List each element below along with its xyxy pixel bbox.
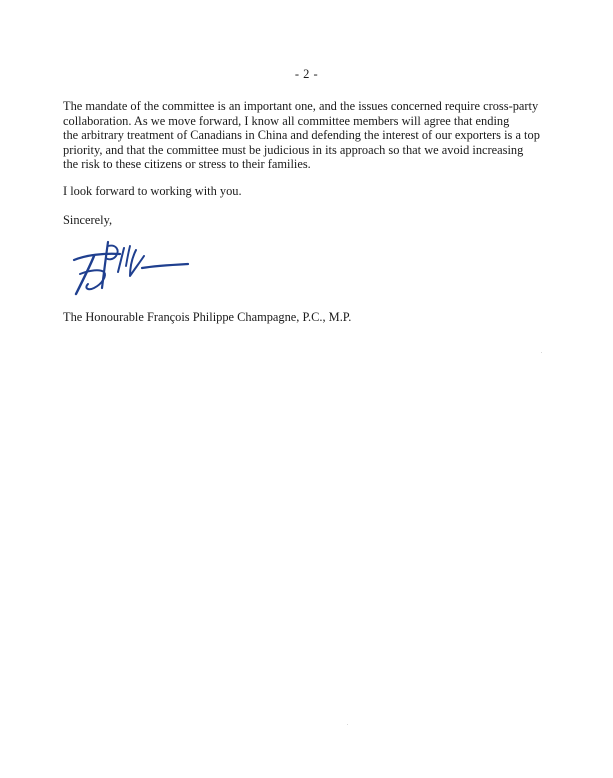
- signatory-name: The Honourable François Philippe Champagne, P.C., M.P.: [63, 310, 352, 324]
- scan-speck: [541, 352, 542, 353]
- paragraph-line: priority, and that the committee must be judicious in its approach so that we avoid increasing: [63, 142, 524, 157]
- closing-remark: I look forward to working with you.: [63, 184, 242, 198]
- paragraph-line: collaboration. As we move forward, I know all committee members will agree that ending: [63, 113, 510, 128]
- paragraph-line: the arbitrary treatment of Canadians in China and defending the interest of our exporters is a top: [63, 128, 540, 143]
- salutation: Sincerely,: [63, 213, 113, 227]
- page-number: - 2 -: [294, 67, 319, 81]
- scan-speck: [347, 724, 348, 725]
- handwritten-signature: [64, 238, 194, 302]
- paragraph-line: the risk to these citizens or stress to their families.: [63, 157, 311, 172]
- paragraph-line: The mandate of the committee is an important one, and the issues concerned require cross-party: [63, 99, 539, 113]
- body-paragraph: [63, 99, 563, 172]
